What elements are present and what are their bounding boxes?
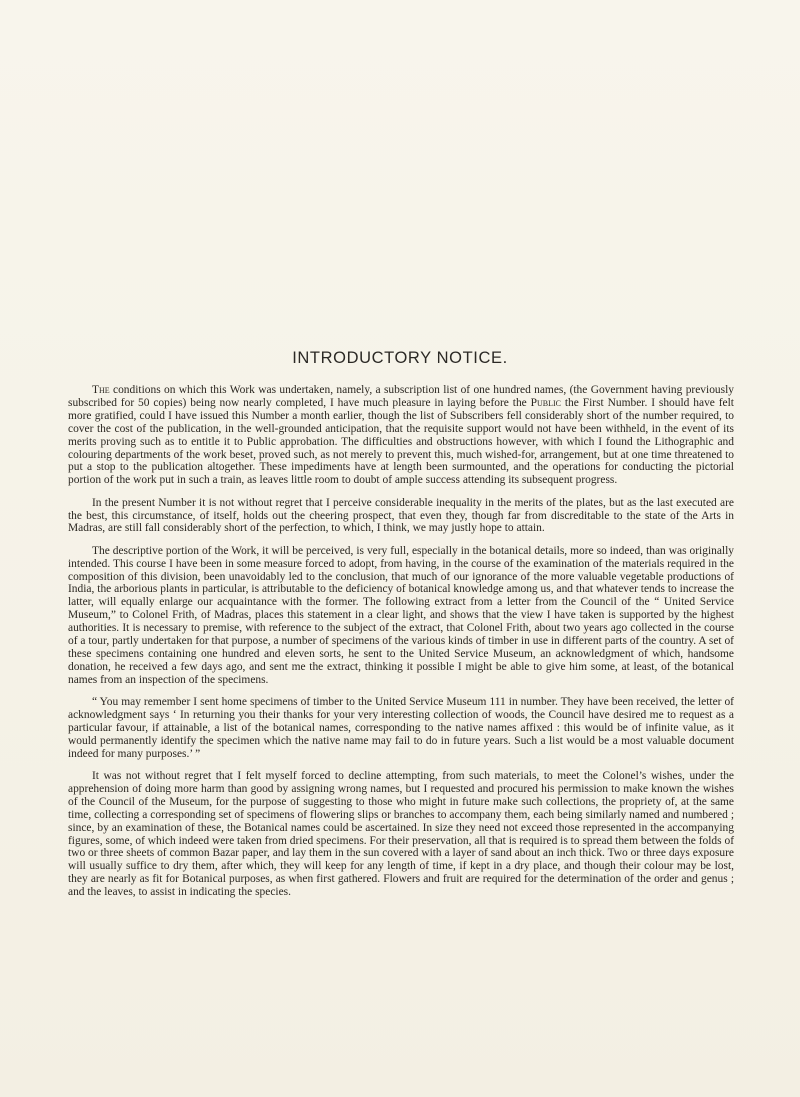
paragraph-3: The descriptive portion of the Work, it will be perceived, is very full, especially in the botanical details, more so indeed, than was originally intended. This course I have been in some measure forced to adopt, from having, in the course of the examination of the materials required in the composition of this division, been unavoidably led to the conclusion, that much of our ignorance of the more valuable vegetable productions of India, the arborious plants in particular, is attributable to the deficiency of botanical knowledge among us, and that whatever tends to increase the latter, will equally enlarge our acquaintance with the former. The following extract from a letter from the Council of the “ United Service Museum,” to Colonel Frith, of Madras, places this statement in a clear light, and shows that the view I have taken is supported by the highest authorities. It is necessary to premise, with reference to the subject of the extract, that Colonel Frith, about two years ago collected in the course of a tour, partly undertaken for that purpose, a number of specimens of the various kinds of timber in use in different parts of the country. A set of these specimens containing one hundred and eleven sorts, he sent to the United Service Museum, an acknowledgment of which, handsome donation, he received a few days ago, and sent me the extract, thinking it possible I might be able to give him some, at least, of the botanical names from an inspection of the specimens. (68, 544, 734, 686)
paragraph-5: It was not without regret that I felt myself forced to decline attempting, from such materials, to meet the Colonel’s wishes, under the apprehension of doing more harm than good by assigning wrong names, but I requested and procured his permission to make known the wishes of the Council of the Museum, for the purpose of suggesting to those who might in future make such collections, the propriety of, at the same time, collecting a corresponding set of specimens of flowering slips or branches to accompany them, each being similarly named and numbered ; since, by an examination of these, the Botanical names could be ascertained. In size they need not exceed those represented in the accompanying figures, some, of which indeed were taken from dried specimens. For their preservation, all that is required is to spread them between the folds of two or three sheets of common Bazar paper, and lay them in the sun covered with a layer of sand about an inch thick. Two or three days exposure will usually suffice to dry them, after which, they will keep for any length of time, if kept in a dry place, and though their colour may be lost, they are nearly as fit for Botanical purposes, as when first gathered. Flowers and fruit are required for the determination of the order and genus ; and the leaves, to assist in indicating the species. (68, 770, 734, 899)
paragraph-4-quotation: “ You may remember I sent home specimens of timber to the United Service Museum 111 in number. They have been received, the letter of acknowledgment says ‘ In returning you their thanks for your very interesting collection of woods, the Council have desired me to request as a particular favour, if attainable, a list of the botanical names, corresponding to the native names affixed : this would be of infinite value, as it would permanently identify the specimen which the native name may fail to do in future years. Such a list would be a most valuable document indeed for many purposes.’ ” (68, 696, 734, 760)
paragraph-1 (68, 384, 734, 487)
paragraph-1-text: conditions on which this Work was undertaken, namely, a subscription list of one hundred names, (the Government having previously subscribed for 50 copies) being now nearly completed, I have much pleasure in laying before the (68, 384, 734, 409)
page-title: INTRODUCTORY NOTICE. (292, 349, 508, 368)
paragraph-1-caps: Public (530, 396, 561, 409)
paragraph-2: In the present Number it is not without regret that I perceive considerable inequality in the merits of the plates, but as the last executed are the best, this circumstance, of itself, holds out the cheering prospect, that even they, though far from discreditable to the state of the Arts in Madras, are still fall considerably short of the perfection, to which, I think, we may justly hope to attain. (68, 496, 734, 535)
paragraph-1-lead: The (92, 384, 110, 396)
notice-body (68, 384, 734, 908)
paragraph-1-rest: the First Number. I should have felt more gratified, could I have issued this Number a month earlier, though the list of Subscribers fell considerably short of the number required, to cover the cost of the publication, in the well-grounded anticipation, that the requisite support would not have been withheld, in the event of its merits proving such as to entitle it to Public approbation. The difficulties and obstructions however, with which I found the Lithographic and colouring departments of the work beset, proved such, as not merely to prevent this, much wished-for, arrangement, but at one time threatened to put a stop to the publication altogether. These impediments have at length been surmounted, and the operations for conducting the pictorial portion of the work put in such a train, as leaves little room to doubt of ample success attending its subsequent progress. (68, 396, 734, 487)
